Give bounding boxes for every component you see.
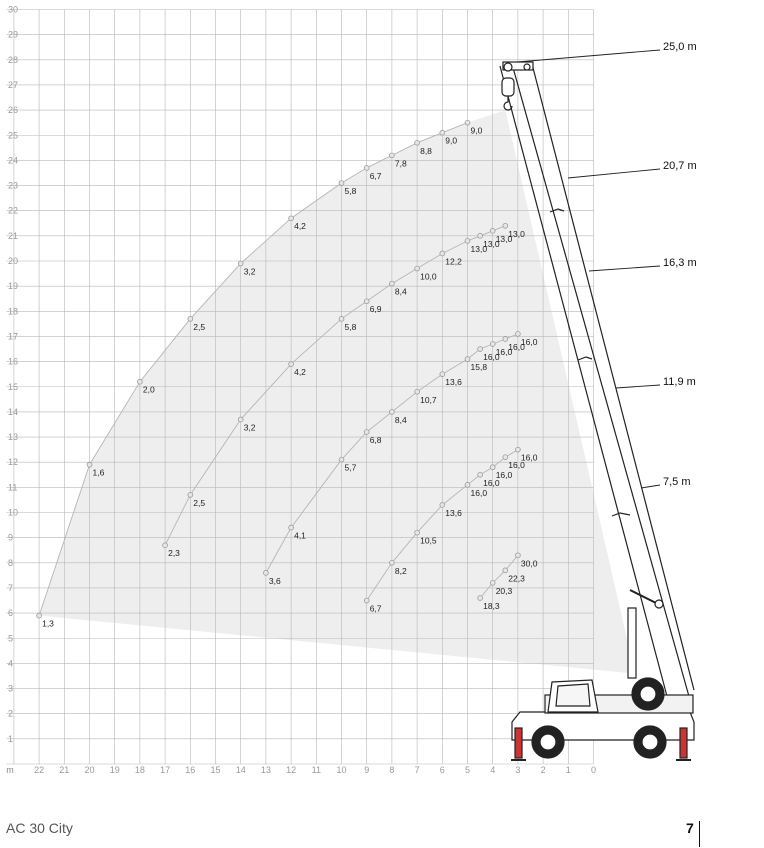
- data-point: [289, 216, 294, 221]
- data-point: [339, 181, 344, 186]
- load-label: 4,2: [294, 367, 306, 378]
- boom-length-label: 16,3 m: [663, 257, 697, 269]
- data-point: [490, 465, 495, 470]
- data-point: [490, 342, 495, 347]
- load-label: 16,0: [508, 341, 525, 352]
- y-tick-label: 16: [8, 356, 19, 367]
- load-label: 13,6: [445, 377, 462, 388]
- data-point: [478, 347, 483, 352]
- data-point: [478, 233, 483, 238]
- load-label: 12,2: [445, 256, 462, 267]
- load-label: 5,8: [344, 186, 357, 197]
- working-envelope: [39, 110, 634, 673]
- load-label: 2,0: [142, 384, 155, 395]
- y-tick-label: 25: [8, 130, 19, 141]
- load-label: 30,0: [520, 558, 538, 569]
- x-tick-label: 10: [336, 765, 347, 775]
- load-label: 2,5: [193, 321, 206, 332]
- load-label: 16,0: [483, 352, 500, 363]
- page-rule: [699, 821, 700, 847]
- data-point: [390, 281, 395, 286]
- load-label: 10,5: [420, 535, 437, 546]
- load-label: 5,7: [344, 462, 357, 473]
- x-tick-label: 1: [565, 765, 571, 775]
- sheave: [524, 64, 530, 70]
- y-tick-label: 20: [8, 256, 19, 266]
- load-label: 4,2: [294, 221, 306, 232]
- x-tick-label: 16: [185, 765, 196, 775]
- data-point: [364, 166, 369, 171]
- page-number: 7: [686, 820, 694, 836]
- data-point: [238, 417, 243, 422]
- data-point: [364, 299, 369, 304]
- data-point: [516, 447, 521, 452]
- outrigger-right: [680, 728, 687, 758]
- x-tick-label: 17: [160, 765, 171, 775]
- data-point: [465, 120, 470, 125]
- load-label: 8,8: [420, 145, 432, 156]
- load-label: 7,8: [394, 158, 407, 169]
- load-label: 5,8: [344, 321, 357, 332]
- boom-joint: [612, 513, 630, 516]
- y-tick-label: 27: [8, 79, 19, 90]
- y-tick-label: 2: [8, 708, 14, 719]
- data-point: [465, 482, 470, 487]
- data-point: [339, 316, 344, 321]
- y-tick-label: 30: [8, 4, 19, 15]
- x-tick-label: 4: [490, 765, 496, 775]
- data-point: [339, 457, 344, 462]
- data-point: [516, 553, 521, 558]
- load-label: 4,1: [294, 530, 306, 541]
- y-tick-label: 24: [8, 155, 19, 166]
- y-tick-label: 14: [8, 406, 19, 417]
- y-tick-label: 1: [8, 733, 14, 744]
- data-point: [503, 568, 508, 573]
- y-tick-label: 6: [8, 608, 14, 619]
- x-tick-label: 14: [235, 765, 246, 775]
- x-tick-label: 20: [84, 765, 95, 775]
- y-tick-label: 4: [8, 658, 14, 669]
- data-point: [37, 613, 42, 618]
- x-tick-label: 5: [464, 765, 471, 775]
- data-point: [440, 372, 445, 377]
- cylinder-base: [628, 608, 636, 678]
- x-tick-label: 15: [210, 765, 221, 775]
- leader-line: [616, 385, 660, 388]
- load-label: 16,0: [520, 452, 538, 463]
- x-tick-label: 0: [590, 765, 597, 775]
- y-tick-label: 28: [8, 54, 19, 65]
- load-label: 16,0: [483, 477, 500, 488]
- x-tick-label: 7: [414, 765, 420, 775]
- model-name: AC 30 City: [6, 820, 73, 836]
- load-label: 13,0: [470, 243, 488, 254]
- data-point: [478, 472, 483, 477]
- data-point: [390, 410, 395, 415]
- x-tick-label: 2: [540, 765, 546, 775]
- data-point: [163, 543, 168, 548]
- data-point: [390, 153, 395, 158]
- data-point: [415, 140, 420, 145]
- load-label: 6,8: [369, 435, 382, 446]
- x-tick-label: 12: [286, 765, 297, 775]
- load-label: 2,3: [168, 548, 180, 559]
- load-label: 16,0: [520, 336, 538, 347]
- load-label: 13,0: [495, 233, 513, 244]
- y-tick-label: 17: [8, 331, 19, 342]
- data-point: [516, 332, 521, 337]
- y-tick-label: 13: [8, 432, 19, 443]
- load-label: 6,9: [369, 304, 382, 315]
- rear-upper-rim: [640, 686, 656, 702]
- y-tick-label: 7: [8, 582, 14, 593]
- sheave: [504, 63, 512, 71]
- boom-length-labels: [663, 41, 697, 488]
- y-tick-label: 26: [8, 105, 19, 116]
- boom-joint: [578, 357, 592, 360]
- load-label: 13,0: [483, 238, 500, 249]
- load-label: 9,0: [470, 125, 483, 136]
- data-point: [289, 525, 294, 530]
- data-point: [238, 261, 243, 266]
- data-point: [264, 570, 269, 575]
- x-tick-label: 9: [364, 765, 370, 775]
- x-tick-label: 18: [134, 765, 145, 775]
- data-point: [440, 503, 445, 508]
- data-point: [478, 596, 483, 601]
- boom-length-label: 25,0 m: [663, 41, 697, 53]
- x-unit-label: m: [6, 765, 14, 775]
- load-label: 6,7: [369, 603, 382, 614]
- y-tick-label: 12: [8, 457, 19, 468]
- data-point: [465, 238, 470, 243]
- y-tick-label: 23: [8, 180, 19, 191]
- data-point: [490, 581, 495, 586]
- load-label: 2,5: [193, 497, 206, 508]
- cylinder-pin: [655, 600, 663, 608]
- data-point: [415, 389, 420, 394]
- leader-line: [568, 169, 660, 178]
- load-label: 16,0: [495, 346, 513, 357]
- data-point: [503, 337, 508, 342]
- y-tick-label: 11: [8, 482, 18, 493]
- y-tick-label: 3: [8, 683, 14, 694]
- load-label: 9,0: [445, 135, 458, 146]
- load-label: 20,3: [495, 585, 513, 596]
- x-tick-label: 22: [34, 765, 45, 775]
- data-point: [364, 430, 369, 435]
- data-point: [415, 266, 420, 271]
- load-label: 18,3: [483, 601, 500, 612]
- load-label: 22,3: [508, 573, 525, 584]
- front-rim: [540, 734, 556, 750]
- data-point: [390, 560, 395, 565]
- y-tick-label: 18: [8, 306, 19, 317]
- x-tick-label: 3: [515, 765, 521, 775]
- y-tick-label: 29: [8, 29, 19, 40]
- boom-length-label: 7,5 m: [663, 476, 691, 488]
- load-label: 8,4: [394, 414, 407, 425]
- leader-line: [589, 266, 660, 271]
- boom-length-label: 11,9 m: [663, 376, 696, 388]
- load-label: 1,3: [42, 618, 54, 629]
- x-tick-label: 8: [389, 765, 395, 775]
- y-tick-label: 10: [8, 507, 19, 518]
- load-label: 13,0: [508, 228, 525, 239]
- y-tick-label: 21: [8, 230, 19, 241]
- boom-length-label: 20,7 m: [663, 160, 697, 172]
- x-tick-label: 21: [59, 765, 70, 775]
- y-tick-labels: [8, 5, 18, 744]
- data-point: [503, 223, 508, 228]
- cab-window: [556, 684, 590, 706]
- data-point: [440, 130, 445, 135]
- load-label: 3,2: [243, 422, 256, 433]
- load-label: 3,2: [243, 266, 256, 277]
- data-point: [490, 228, 495, 233]
- rear-rim: [642, 734, 658, 750]
- load-label: 3,6: [268, 575, 281, 586]
- load-label: 16,0: [470, 487, 488, 498]
- leader-line: [517, 50, 660, 62]
- data-point: [465, 357, 470, 362]
- load-label: 8,4: [394, 286, 407, 297]
- y-tick-label: 22: [8, 205, 19, 216]
- outrigger-left: [515, 728, 522, 758]
- data-point: [289, 362, 294, 367]
- x-tick-label: 11: [311, 765, 321, 775]
- data-point: [188, 316, 193, 321]
- data-point: [87, 462, 92, 467]
- data-point: [188, 492, 193, 497]
- load-label: 1,6: [92, 467, 105, 478]
- x-tick-label: 6: [439, 765, 445, 775]
- x-tick-labels: [34, 765, 596, 775]
- data-point: [440, 251, 445, 256]
- load-label: 10,7: [420, 394, 437, 405]
- load-label: 6,7: [369, 170, 382, 181]
- load-label: 15,8: [470, 362, 488, 373]
- load-label: 16,0: [495, 470, 513, 481]
- y-tick-label: 19: [8, 281, 19, 292]
- load-label: 13,6: [445, 507, 462, 518]
- load-label: 8,2: [394, 565, 407, 576]
- x-tick-label: 19: [109, 765, 120, 775]
- data-point: [138, 379, 143, 384]
- data-point: [503, 455, 508, 460]
- y-tick-label: 15: [8, 381, 19, 392]
- y-tick-label: 5: [8, 633, 14, 644]
- y-tick-label: 9: [8, 532, 14, 543]
- load-label: 10,0: [420, 271, 437, 282]
- y-tick-label: 8: [8, 557, 14, 568]
- leader-line: [641, 485, 660, 488]
- data-point: [415, 530, 420, 535]
- hook-block: [502, 78, 514, 96]
- x-tick-label: 13: [260, 765, 271, 775]
- load-label: 16,0: [508, 460, 525, 471]
- data-point: [364, 598, 369, 603]
